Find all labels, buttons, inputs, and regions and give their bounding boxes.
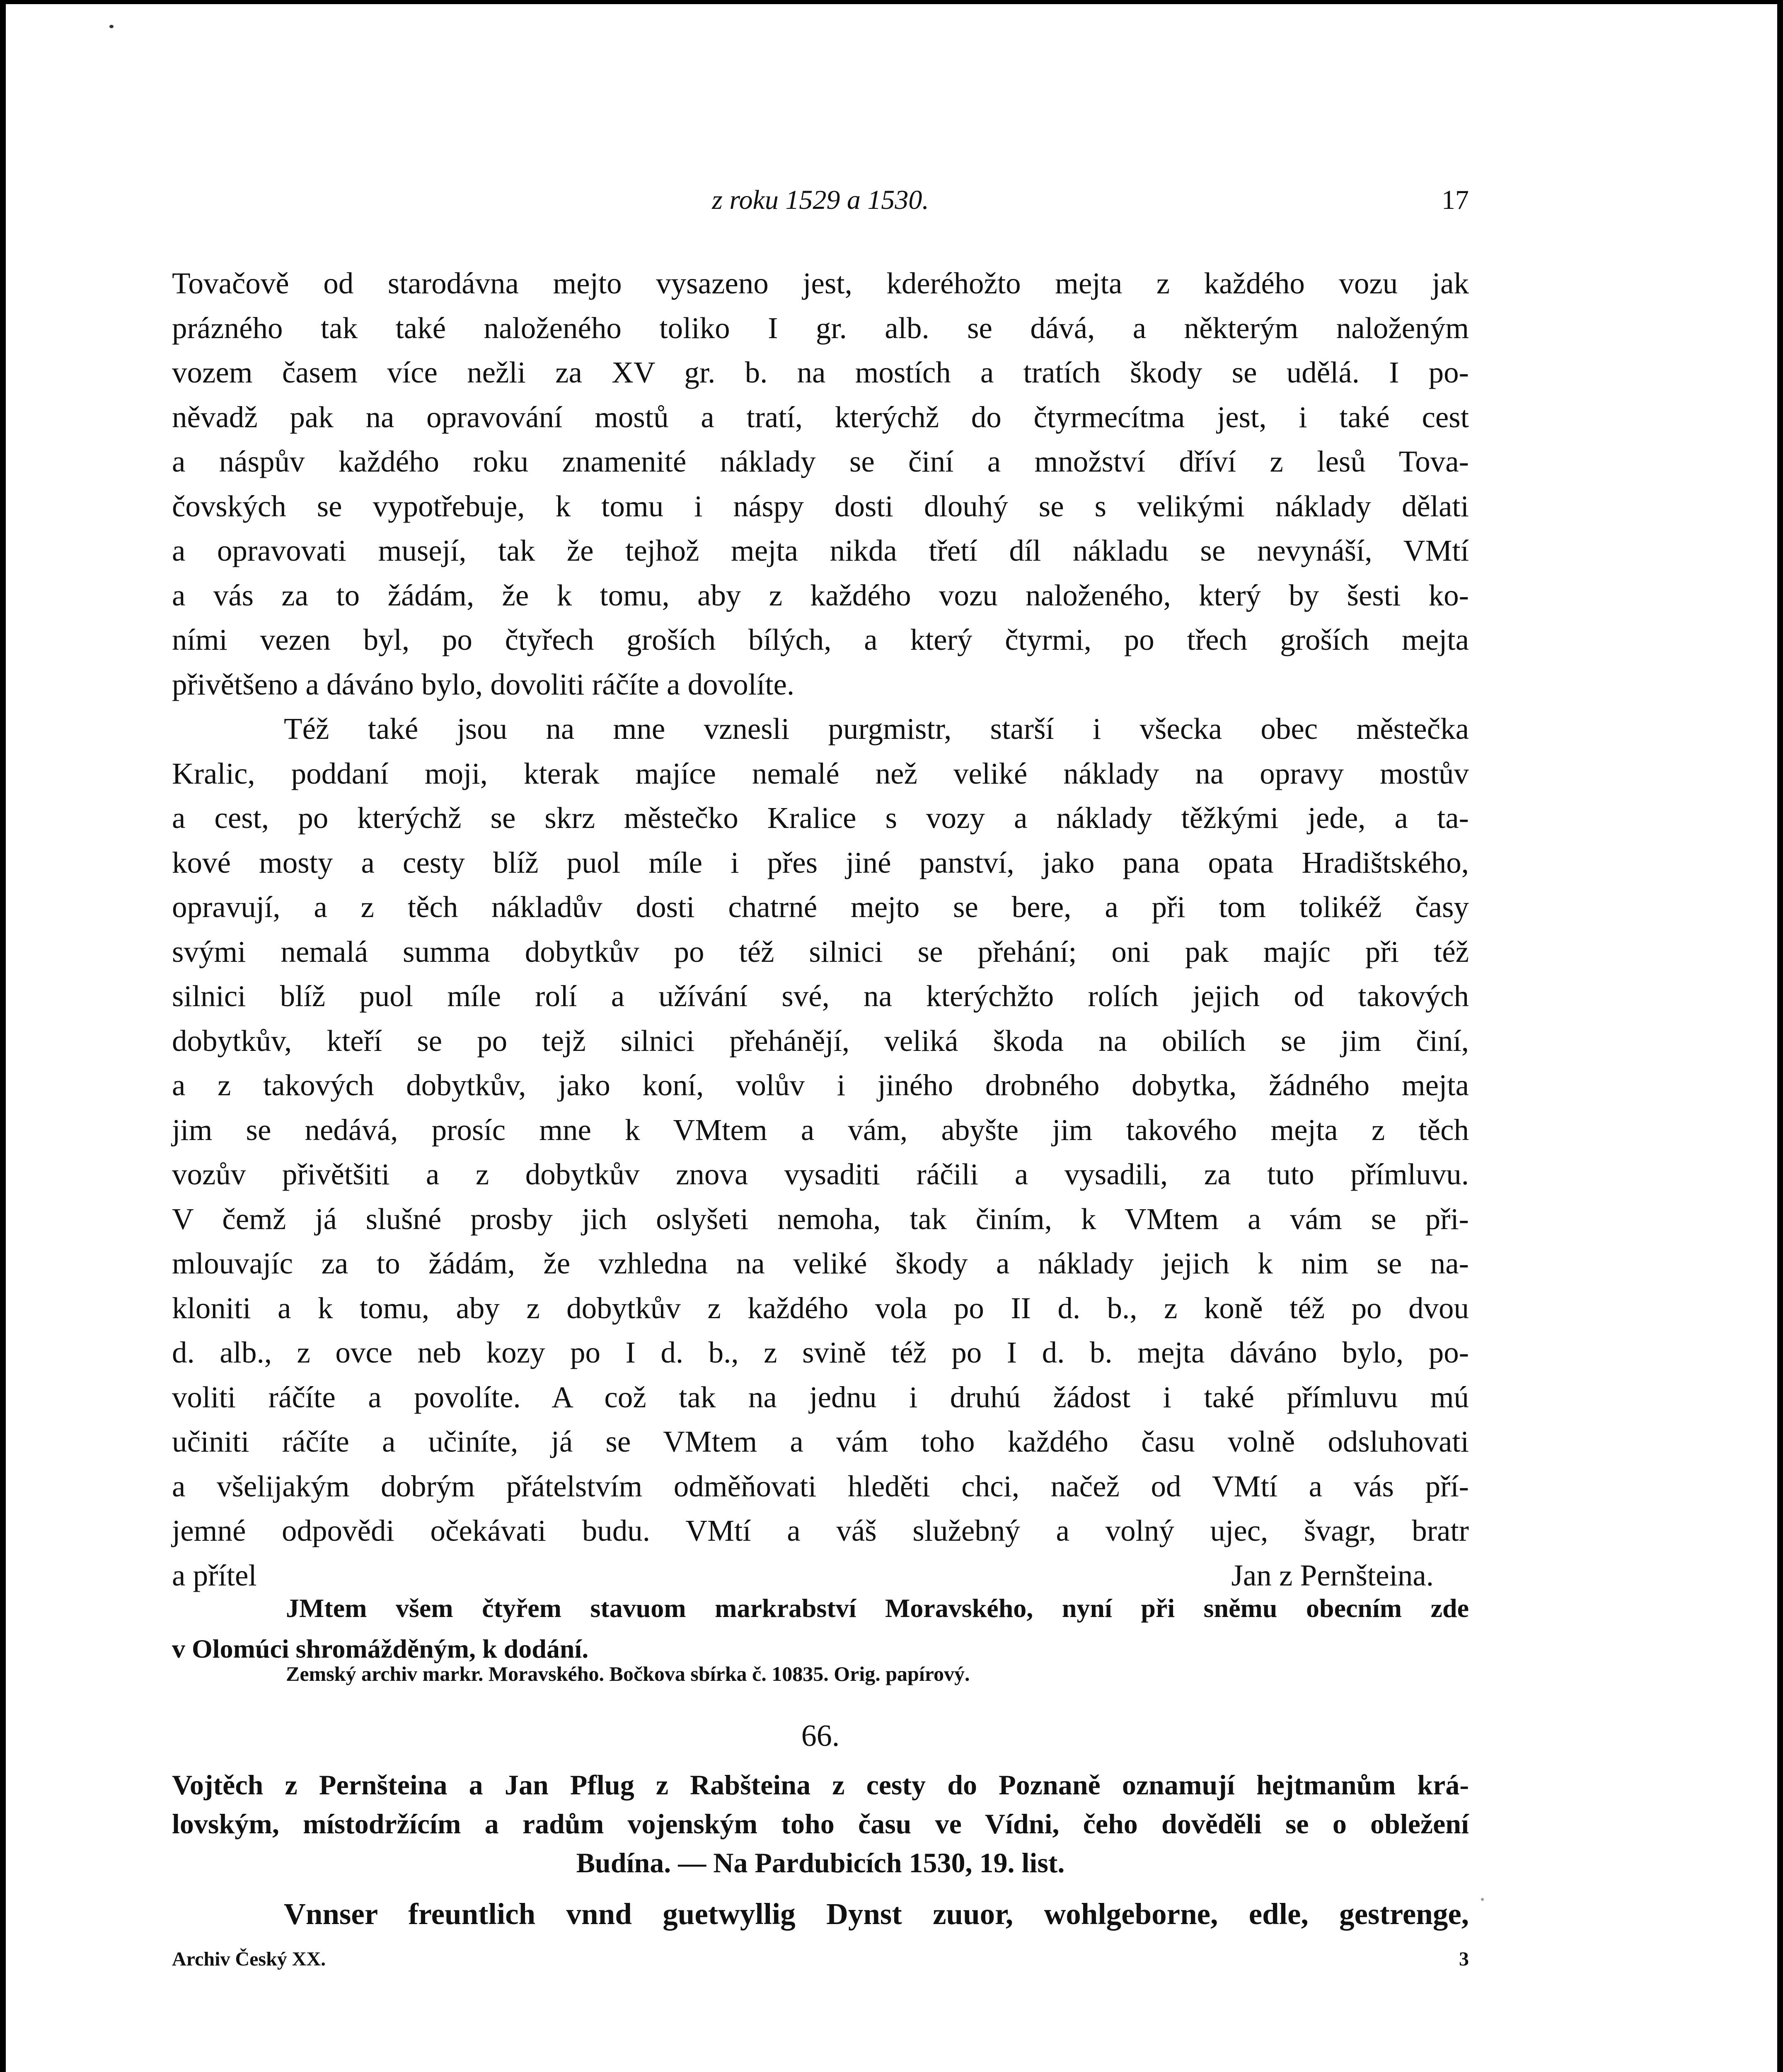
text-line: kloniti a k tomu, aby z dobytkův z každého vola po II d. b., z koně též po dvou: [172, 1291, 1469, 1325]
text-line: přivětšeno a dáváno bylo, dovoliti ráčíte a dovolíte.: [172, 667, 795, 701]
text-line: a opravovati musejí, tak že tejhož mejta nikda třetí díl nákladu se nevynáší, VMtí: [172, 534, 1469, 567]
regest-line: Vojtěch z Pernšteina a Jan Pflug z Rabšteina z cesty do Poznaně oznamují hejtmanům krá-: [172, 1769, 1469, 1801]
text-line: ními vezen byl, po čtyřech groších bílých, a který čtyrmi, po třech groších mejta: [172, 623, 1469, 656]
german-letter-opening: [172, 1892, 1469, 1936]
sheet-signature: 3: [1459, 1948, 1469, 1970]
text-line: mlouvajíc za to žádám, že vzhledna na veliké škody a náklady jejich k nim se na-: [172, 1247, 1469, 1280]
text-line: čovských se vypotřebuje, k tomu i náspy dosti dlouhý se s velikými náklady dělati: [172, 489, 1469, 523]
regest-line: Budína. — Na Pardubicích 1530, 19. list.: [576, 1847, 1065, 1878]
document-number: 66.: [801, 1719, 840, 1753]
letter-address: [172, 1588, 1469, 1669]
text-line: kové mosty a cesty blíž puol míle i přes jiné panství, jako pana opata Hradištského,: [172, 845, 1469, 879]
text-line: a všelijakým dobrým přátelstvím odměňovati hleděti chci, načež od VMtí a vás pří-: [172, 1469, 1469, 1503]
text-line: dobytkův, kteří se po tejž silnici přehánějí, veliká škoda na obilích se jim činí,: [172, 1024, 1469, 1058]
text-line: Tovačově od starodávna mejto vysazeno jest, kderéhožto mejta z každého vozu jak: [172, 266, 1469, 300]
text-line: prázného tak také naloženého toliko I gr. alb. se dává, a některým naloženým: [172, 311, 1469, 345]
text-line: jemné odpovědi očekávati budu. VMtí a váš služebný a volný ujec, švagr, bratr: [172, 1514, 1469, 1547]
document-regest: [172, 1765, 1469, 1882]
text-line: vozův přivětšiti a z dobytkův znova vysaditi ráčili a vysadili, za tuto přímluvu.: [172, 1157, 1469, 1191]
text-line: něvadž pak na opravování mostů a tratí, kterýchž do čtyrmecítma jest, i také cest: [172, 400, 1469, 434]
archival-source-note: Zemský archiv markr. Moravského. Bočkova sbírka č. 10835. Orig. papírový.: [286, 1662, 970, 1685]
text-line: a z takových dobytkův, jako koní, volův i jiného drobného dobytka, žádného mejta: [172, 1068, 1469, 1102]
text-line: d. alb., z ovce neb kozy po I d. b., z svině též po I d. b. mejta dáváno bylo, po-: [172, 1336, 1469, 1369]
closing-phrase: a přítel: [172, 1558, 257, 1592]
ink-speck: [1481, 1898, 1484, 1901]
text-line: jim se nedává, prosíc mne k VMtem a vám, abyšte jim takového mejta z těch: [172, 1113, 1469, 1147]
page-footer: [172, 1948, 1469, 1977]
page-number: 17: [1442, 185, 1469, 215]
text-line: Kralic, poddaní moji, kterak majíce nemalé než veliké náklady na opravy mostův: [172, 756, 1469, 790]
running-head-title: z roku 1529 a 1530.: [712, 185, 929, 215]
address-line: v Olomúci shromážděným, k dodání.: [172, 1634, 589, 1663]
text-line: opravují, a z těch nákladův dosti chatrné mejto se bere, a při tom tolikéž časy: [172, 890, 1469, 924]
regest-line: lovským, místodržícím a radům vojenským toho času ve Vídni, čeho dověděli se o obležení: [172, 1808, 1469, 1840]
signature: Jan z Pernšteina.: [1231, 1558, 1434, 1592]
text-line: V čemž já slušné prosby jich oslyšeti nemoha, tak činím, k VMtem a vám se při-: [172, 1202, 1469, 1236]
address-line: JMtem všem čtyřem stavuom markrabství Moravského, nyní při sněmu obecním zde: [286, 1593, 1469, 1623]
text-line: Též také jsou na mne vznesli purgmistr, starší i všecka obec městečka: [284, 712, 1469, 746]
text-line: vozem časem více nežli za XV gr. b. na mostích a tratích škody se udělá. I po-: [172, 356, 1469, 389]
running-head: [172, 184, 1469, 218]
text-line: silnici blíž puol míle rolí a užívání své, na kterýchžto rolích jejich od takových: [172, 979, 1469, 1013]
letter-body: [172, 261, 1469, 1598]
ink-speck: [109, 25, 114, 28]
text-line: a náspův každého roku znamenité náklady se činí a množství dříví z lesů Tova-: [172, 445, 1469, 478]
text-line: a vás za to žádám, že k tomu, aby z každého vozu naloženého, který by šesti ko-: [172, 578, 1469, 612]
volume-signature: Archiv Český XX.: [172, 1948, 326, 1970]
text-line: učiniti ráčíte a učiníte, já se VMtem a vám toho každého času volně odsluhovati: [172, 1425, 1469, 1458]
text-line: voliti ráčíte a povolíte. A což tak na jednu i druhú žádost i také přímluvu mú: [172, 1380, 1469, 1414]
text-line: a cest, po kterýchž se skrz městečko Kralice s vozy a náklady těžkými jede, a ta-: [172, 801, 1469, 835]
text-line: Vnnser freuntlich vnnd guetwyllig Dynst zuuor, wohlgeborne, edle, gestrenge,: [284, 1897, 1469, 1931]
text-line: svými nemalá summa dobytkův po též silnici se přehání; oni pak majíc při též: [172, 934, 1469, 968]
